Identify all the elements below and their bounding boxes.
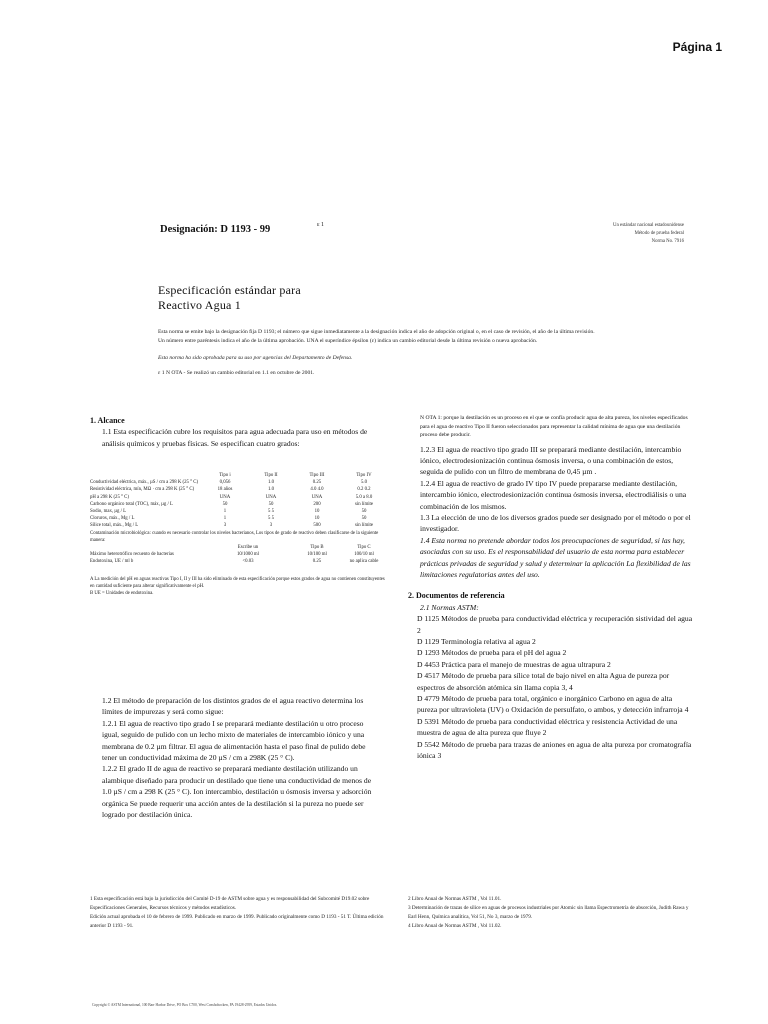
paragraph-1-2: 1.2 El método de preparación de los distintos grados de el agua reactivo determina los límites de impurezas y será como sigue: <box>102 696 364 717</box>
reference-item: D 4453 Práctica para el manejo de muestras de agua ultrapura 2 <box>417 659 611 669</box>
table-cell: 50 <box>222 501 228 507</box>
footnote: 4 Libro Anual de Normas ASTM , Vol 11.02. <box>408 923 502 929</box>
title-line-2: Reactivo Agua 1 <box>158 298 241 312</box>
footnotes-left <box>90 895 390 931</box>
paragraph-1-2-2: 1.2.2 El grado II de agua de reactivo se preparará mediante destilación utilizando un alambique diseñado para producir un destilado que tiene una conductividad de menos de 1.0 µS / cm a 298 K (25 ° C). Ion intercambio, destilación u ósmosis inversa y adsorción orgánica Se puede requerir una acción antes de la destilación si la pureza no puede ser logrado por destilación única. <box>102 764 372 820</box>
editorial-note: ε 1 N OTA - Se realizó un cambio editorial en 1.1 en octubre de 2001. <box>158 370 315 376</box>
table-cell: 50 <box>361 516 367 522</box>
dod-approval-note: Esta norma ha sido aprobada para su uso por agencias del Departamento de Defensa. <box>158 355 353 361</box>
table-cell: 0.25 <box>312 559 322 565</box>
table-cell: 3 <box>223 523 227 529</box>
table-cell: 0.2 0.2 <box>357 487 371 493</box>
standard-note-line: Norma No. 7916 <box>651 239 684 244</box>
standard-note <box>524 222 684 246</box>
reference-item: D 5391 Método de prueba para conductividad eléctrica y resistencia Actividad de una muestra de agua de alta pureza que fluye 2 <box>417 716 678 738</box>
table-cell: UNA <box>219 494 231 500</box>
table-footnote: B UE = Unidades de endotoxina. <box>90 591 154 597</box>
table-row <box>90 501 388 508</box>
table-cell: 10 <box>314 509 320 515</box>
table-row <box>90 515 388 522</box>
table-cell: 10/1000 ml <box>237 552 259 558</box>
column-header: Escribe un <box>237 545 259 551</box>
grades-table-block <box>90 472 388 597</box>
grades-table <box>90 472 388 566</box>
table-footnotes <box>90 576 388 598</box>
row-label: Cloruros, máx., Mg / L <box>90 516 135 522</box>
row-label: pH a 298 K (25 ° C) <box>90 494 129 500</box>
table-cell: 1.0 <box>268 480 274 486</box>
table-cell: 10 <box>314 516 320 522</box>
table-cell: 50 <box>361 509 367 515</box>
micro-intro: Contaminación microbiológica: cuando es necesario controlar los niveles bacterianos, Los tipos de grado de reactivo deben clasificarse de la siguiente manera: <box>90 530 379 543</box>
column-header: Tipo II <box>264 473 278 478</box>
footnotes-right <box>408 895 698 931</box>
standard-note-line: Un estándar nacional estadounidense <box>613 223 684 228</box>
standard-note-line: Método de prueba federal <box>634 231 684 236</box>
note-1: N OTA 1: porque la destilación es un proceso en el que se confía producir agua de alta pureza, los niveles especificados para el agua de reactivo Tipo II fueron seleccionados para representar la calidad mínima de agua que una destilación proceso debe producir. <box>420 415 688 438</box>
table-cell: 1 <box>223 516 227 522</box>
table-cell: 0.25 <box>312 480 322 486</box>
row-label: Sílice total, máx., Mg / L <box>90 523 139 529</box>
table-cell: 200 <box>313 501 321 507</box>
row-label: Resistividad eléctrica, mín, MΩ · cm a 298 K (25 ° C) <box>90 487 195 493</box>
table-cell: 0,056 <box>219 480 231 486</box>
paragraph-1-1: 1.1 Esta especificación cubre los requisitos para agua adecuada para uso en métodos de análisis químicos y pruebas físicas. Se especifican cuatro grados: <box>102 427 368 448</box>
table-cell: 1 <box>223 509 227 515</box>
table-cell: no aplica cable <box>349 559 379 565</box>
row-label: Máximo heterotrófico recuento de bacterias <box>90 552 174 558</box>
table-cell: 18 años <box>217 487 233 493</box>
reference-item: D 4779 Método de prueba para total, orgánico e inorgánico Carbono en agua de alta pureza por ultravioleta (UV) o Oxidación de persulfato, o ambos, y detección infrarroja 4 <box>417 694 689 715</box>
reference-item: D 1293 Métodos de prueba para el pH del agua 2 <box>417 648 567 658</box>
micro-header-row <box>90 544 388 551</box>
footnote: 3 Determinación de trazas de sílice en aguas de procesos industriales por Atomic sin llama Espectrometría de absorción, Judith Rawa y Earl Henn, Química analítica, Vol 51, No 3, marzo de 1979. <box>408 905 689 920</box>
row-label: Conductividad eléctrica, máx., µS / cm a 298 K (25 ° C) <box>90 480 199 486</box>
copyright-line: Copyright © ASTM International, 100 Barr Harbor Drive, PO Box C700, West Conshohocken, PA 19428-2959, Estados Unidos. <box>92 1003 278 1007</box>
table-cell: 50 <box>268 501 274 507</box>
reference-item: D 1125 Métodos de prueba para conductividad eléctrica y recuperación sistividad del agua 2 <box>417 614 693 635</box>
table-cell: <0.03 <box>242 559 254 565</box>
table-row <box>90 558 388 565</box>
row-label: Carbono orgánico total (TOC), máx, µg / L <box>90 501 173 507</box>
table-cell: UNA <box>311 494 323 500</box>
footnote: 1 Esta especificación está bajo la jurisdicción del Comité D-19 de ASTM sobre agua y es responsabilidad del Subcomité D19.02 sobre Especificaciones Generales, Recursos técnicos y métodos estadísticos. <box>90 896 370 911</box>
table-row <box>90 508 388 515</box>
micro-intro-row <box>90 530 388 544</box>
column-header: Tipo i <box>219 473 231 478</box>
footnote: Edición actual aprobada el 10 de febrero de 1999. Publicado en marzo de 1999. Publicado originalmente como D 1193 - 51 T. Última edición anterior D 1193 - 91. <box>90 914 384 929</box>
intro-paragraph: Esta norma se emite bajo la designación fija D 1193; el número que sigue inmediatamente a la designación indica el año de adopción original o, en el caso de revisión, el año de la última revisión. Un número entre paréntesis indica el año de la última aprobación. UNA el superíndice épsilon (ε) indica un cambio editorial desde la última revisión o nueva aprobación. <box>158 329 595 344</box>
table-cell: 5.0 a 8.0 <box>355 494 373 500</box>
paragraph-1-4: 1.4 Esta norma no pretende abordar todos los preocupaciones de seguridad, si las hay, asociadas con su uso. Es el responsabilidad del usuario de esta norma para establecer prácticas privadas de seguridad y salud y determinar la aplicación La flexibilidad de las limitaciones regulatorias antes del uso. <box>420 535 691 579</box>
table-header-row <box>90 472 388 479</box>
table-cell: 1.0 <box>268 487 274 493</box>
epsilon-mark: ε 1 <box>317 222 325 228</box>
table-cell: 10/100 ml <box>307 552 327 558</box>
title-line-1: Especificación estándar para <box>158 283 301 297</box>
section-heading: 1. Alcance <box>90 416 125 425</box>
table-cell: 5 5 <box>268 516 274 522</box>
designation: Designación: D 1193 - 99 <box>160 224 271 235</box>
footnote: 2 Libro Anual de Normas ASTM , Vol 11.01. <box>408 896 502 902</box>
table-cell: sin límite <box>355 523 373 529</box>
table-cell: 100/10 ml <box>354 552 374 558</box>
table-footnote: A La medición del pH en aguas reactivas Tipo I, II y III ha sido eliminado de esta especificación porque estos grados de agua no contienen constituyentes en cantidad suficiente para alterar significativamente el pH. <box>90 576 385 589</box>
table-cell: 500 <box>313 523 321 529</box>
table-row <box>90 522 388 529</box>
table-cell: UNA <box>265 494 277 500</box>
row-label: Endotoxina, UE / ml b <box>90 559 134 565</box>
table-row <box>90 486 388 493</box>
table-cell: 5 5 <box>268 509 274 515</box>
table-row <box>90 494 388 501</box>
table-cell: 5.0 <box>361 480 367 486</box>
reference-item: D 5542 Método de prueba para trazas de aniones en agua de alta pureza por cromatografía iónica 3 <box>417 739 692 761</box>
paragraph-1-2-3: 1.2.3 El agua de reactivo tipo grado III se preparará mediante destilación, intercambio iónico, electrodesionización continua ósmosis inversa, o una combinación de estos, seguida de pulido con un filtro de membrana de 0,45 µm . <box>420 444 682 477</box>
page-number: Página 1 <box>672 40 722 54</box>
right-column <box>408 414 694 761</box>
paragraph-1-2-1: 1.2.1 El agua de reactivo tipo grado I se preparará mediante destilación u otro proceso igual, seguido de pulido con un lecho mixto de materiales de intercambio iónico y una membrana de 0.2 µm filtrar. El agua de alimentación hasta el paso final de pulido debe tener un conductividad máxima de 20 µS / cm a 298K (25 ° C). <box>102 718 366 763</box>
table-cell: 3 <box>269 523 273 529</box>
table-cell: sin límite <box>355 501 373 507</box>
paragraph-1-3: 1.3 La elección de uno de los diversos grados puede ser designado por el método o por el investigador. <box>420 512 691 534</box>
left-column-lower <box>90 695 382 820</box>
table-row <box>90 551 388 558</box>
paragraph-1-2-4: 1.2.4 El agua de reactivo de grado IV tipo IV puede prepararse mediante destilación, intercambio iónico, electrodesionización continua ósmosis inversa, electrodiálisis o una combinación de los mismos. <box>420 478 687 511</box>
column-header: Tipo IV <box>356 473 372 478</box>
left-column <box>90 415 382 449</box>
reference-item: D 1129 Terminología relativa al agua 2 <box>417 637 536 646</box>
section-heading: 2. Documentos de referencia <box>408 591 505 601</box>
document-title <box>158 283 301 313</box>
table-row <box>90 479 388 486</box>
column-header: Tipo B <box>310 545 324 551</box>
reference-item: D 4517 Método de prueba para sílice total de bajo nivel en alta Agua de pureza por espectros de absorción atómica sin llama copia 3, 4 <box>417 671 670 692</box>
column-header: Tipo III <box>309 473 325 478</box>
table-cell: 4.0 4.0 <box>310 487 324 493</box>
row-label: Sodio, max, µg / L <box>90 509 127 515</box>
column-header: Tipo C <box>357 545 371 551</box>
intro-notice <box>158 328 598 378</box>
paragraph-2-1: 2.1 Normas ASTM: <box>420 602 479 612</box>
